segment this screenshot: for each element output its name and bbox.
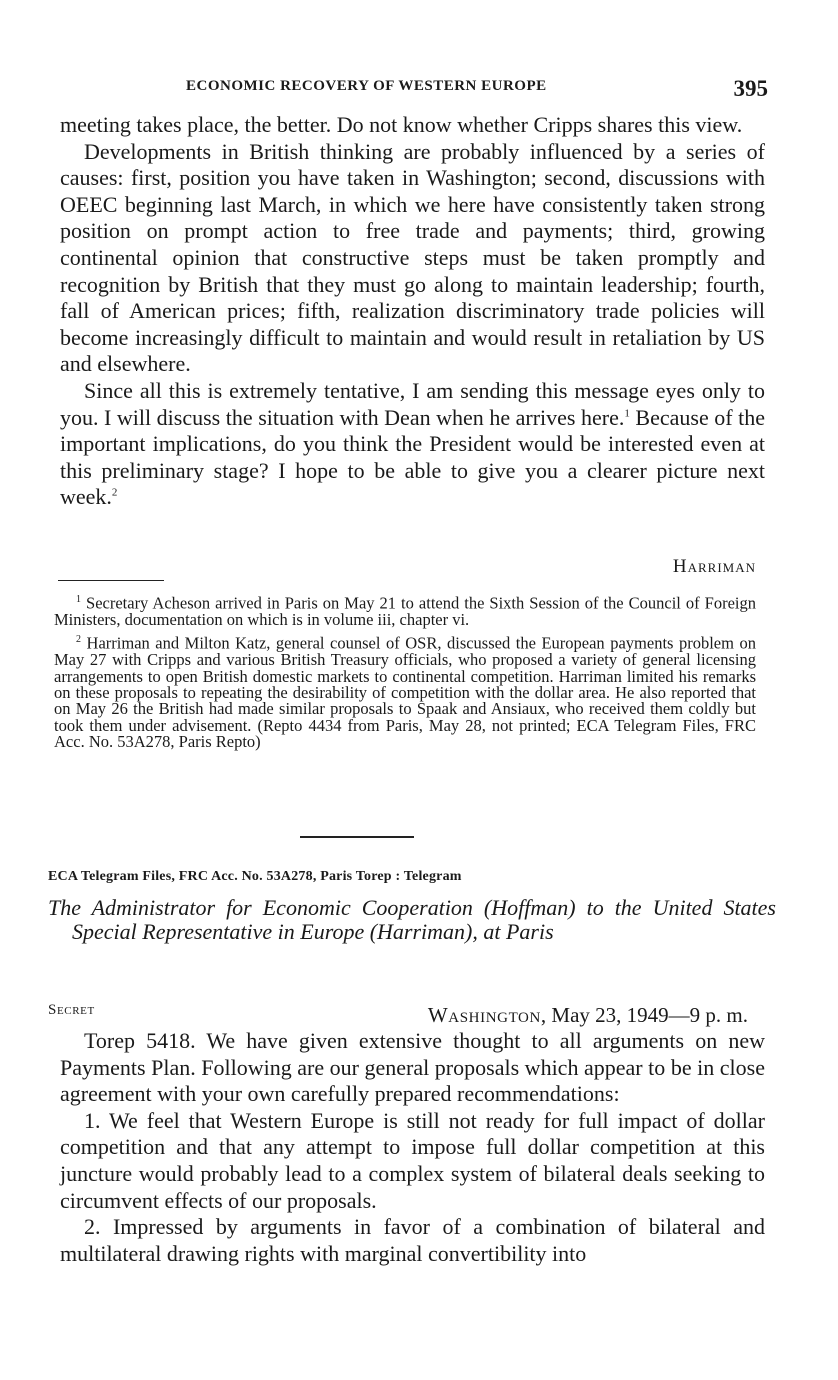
running-head: ECONOMIC RECOVERY OF WESTERN EUROPE xyxy=(186,78,547,94)
paragraph: 2. Impressed by arguments in favor of a combination of bilateral and multilateral drawing rights with marginal convertibility into xyxy=(60,1214,765,1266)
paragraph: Torep 5418. We have given extensive thought to all arguments on new Payments Plan. Following are our general proposals which appear to be in close agreement with your own carefully prepared recommendations: xyxy=(60,1028,765,1107)
paragraph-text: Since all this is extremely tentative, I am sending this message eyes only to you. I will discuss the situation with Dean when he arrives here. xyxy=(60,377,765,430)
document-title: The Administrator for Economic Cooperation (Hoffman) to the United States Special Representative in Europe (Harriman), at Paris xyxy=(48,895,776,944)
footnote-divider xyxy=(58,580,164,581)
paragraph xyxy=(60,378,765,511)
telegram-body xyxy=(60,1028,765,1267)
footnote-marker: 1 xyxy=(624,407,630,420)
dateline-place: Washington xyxy=(427,1003,541,1027)
footnote-mark: 1 xyxy=(76,594,81,605)
footnote-text: Harriman and Milton Katz, general counsel of OSR, discussed the European payments problem on May 27 with Cripps and various British Treasury officials, who proposed a variety of general licensing arrangements to open British domestic markets to continental competition. Harriman limited his remarks on these proposals to repeating the desirability of competition with the dollar area. He also reported that on May 26 the British had made similar proposals to Spaak and Ansiaux, who received them coldly but took them under advisement. (Repto 4434 from Paris, May 28, not printed; ECA Telegram Files, FRC Acc. No. 53A278, Paris Repto) xyxy=(54,633,757,752)
footnote xyxy=(54,632,756,750)
footnotes xyxy=(54,592,756,755)
section-divider xyxy=(300,836,414,838)
page-number: 395 xyxy=(733,76,768,101)
letter-body xyxy=(60,112,765,511)
classification: Secret xyxy=(48,1002,95,1018)
footnote xyxy=(54,592,756,628)
footnote-text: Secretary Acheson arrived in Paris on May 21 to attend the Sixth Session of the Council of Foreign Ministers, documentation on which is in volume iii, chapter vi. xyxy=(54,593,756,629)
paragraph: Developments in British thinking are probably influenced by a series of causes: first, position you have taken in Washington; second, discussions with OEEC beginning last March, in which we here have consistently taken strong position on prompt action to free trade and payments; third, growing continental opinion that constructive steps must be taken promptly and recognition by British that they must go along to maintain leadership; fourth, fall of American prices; fifth, realization discriminatory trade policies will become increasingly difficult to maintain and would result in retaliation by US and elsewhere. xyxy=(60,138,765,377)
dateline xyxy=(428,1003,748,1028)
footnote-marker: 2 xyxy=(111,486,118,499)
paragraph: 1. We feel that Western Europe is still not ready for full impact of dollar competition and that any attempt to impose full dollar competition at this juncture would probably lead to a complex system of bilateral deals seeking to circumvent effects of our proposals. xyxy=(60,1107,765,1213)
footnote-mark: 2 xyxy=(76,634,81,646)
document-source: ECA Telegram Files, FRC Acc. No. 53A278, Paris Torep : Telegram xyxy=(48,869,462,884)
signature: Harriman xyxy=(672,556,756,577)
dateline-date: , May 23, 1949—9 p. m. xyxy=(540,1003,748,1027)
paragraph: meeting takes place, the better. Do not know whether Cripps shares this view. xyxy=(60,112,743,137)
paragraph-text: Because of the important implications, do you think the President would be interested even at this preliminary stage? I hope to be able to give you a clearer picture next week. xyxy=(60,404,766,510)
